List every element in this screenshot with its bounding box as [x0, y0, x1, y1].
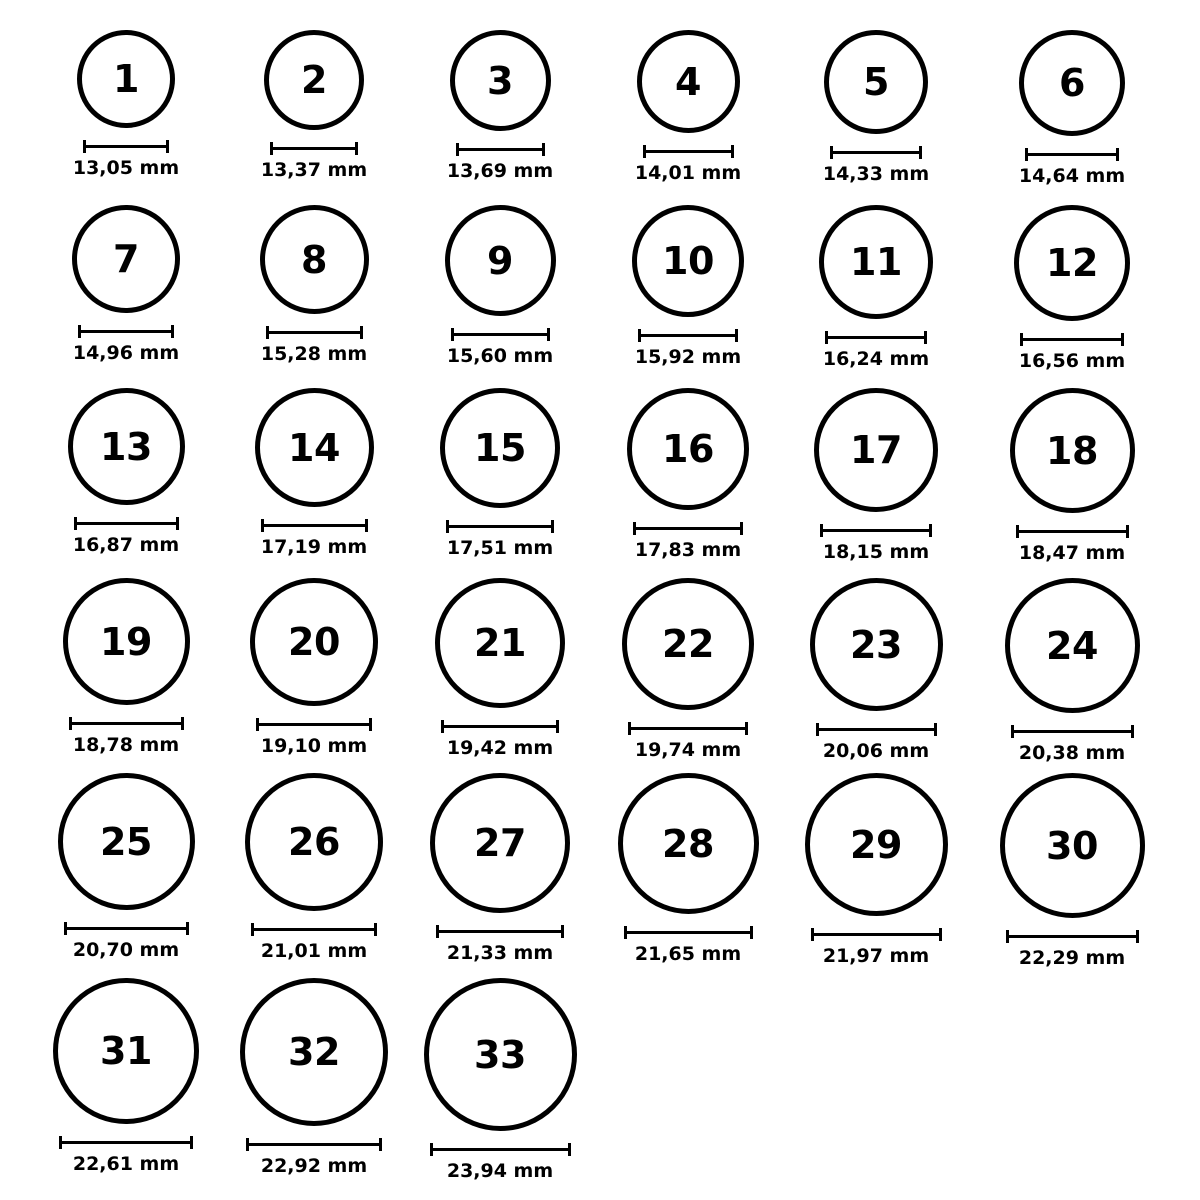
measure-line: [446, 525, 554, 528]
measure-cap-left: [246, 1138, 249, 1151]
ring-size-cell: [424, 978, 577, 1181]
ring-size-cell: [1000, 773, 1145, 968]
ring-circle: [805, 773, 948, 916]
measure-cap-left: [446, 520, 449, 533]
measure-cap-right: [929, 524, 932, 537]
diameter-label: 18,78 mm: [72, 734, 180, 756]
ring-size-cell: [440, 388, 560, 558]
diameter-measure-bar: [816, 723, 937, 735]
measure-line: [83, 145, 169, 148]
ring-size-number: 33: [474, 1032, 526, 1077]
measure-line: [246, 1143, 382, 1146]
ring-size-number: 28: [662, 821, 714, 866]
ring-size-cell: [435, 578, 565, 758]
measure-line: [456, 148, 545, 151]
measure-line: [59, 1141, 193, 1144]
diameter-label: 19,74 mm: [634, 739, 742, 761]
measure-cap-left: [1016, 525, 1019, 538]
ring-circle: [814, 388, 938, 512]
diameter-measure-bar: [74, 517, 179, 529]
diameter-label: 20,06 mm: [822, 740, 930, 762]
diameter-label: 21,33 mm: [446, 942, 554, 964]
ring-size-cell: [72, 30, 180, 179]
ring-circle: [1014, 205, 1130, 321]
diameter-label: 20,70 mm: [72, 939, 180, 961]
measure-cap-right: [556, 720, 559, 733]
ring-size-number: 3: [487, 58, 513, 103]
measure-line: [628, 727, 748, 730]
diameter-measure-bar: [446, 520, 554, 532]
ring-size-number: 21: [474, 621, 526, 665]
diameter-measure-bar: [825, 331, 927, 343]
diameter-measure-bar: [643, 145, 734, 157]
diameter-measure-bar: [436, 925, 564, 937]
diameter-measure-bar: [64, 922, 189, 934]
ring-size-cell: [805, 773, 948, 966]
diameter-label: 19,10 mm: [260, 735, 368, 757]
ring-size-number: 5: [863, 60, 889, 104]
measure-cap-right: [176, 517, 179, 530]
measure-cap-left: [256, 718, 259, 731]
diameter-label: 16,87 mm: [72, 534, 180, 556]
diameter-label: 21,97 mm: [822, 945, 930, 967]
ring-circle: [440, 388, 560, 508]
ring-size-cell: [255, 388, 374, 557]
diameter-measure-bar: [1011, 725, 1134, 737]
ring-size-number: 26: [288, 820, 340, 864]
diameter-label: 17,51 mm: [446, 537, 554, 559]
measure-cap-left: [820, 524, 823, 537]
measure-cap-right: [379, 1138, 382, 1151]
ring-size-number: 15: [474, 426, 526, 470]
ring-size-number: 20: [288, 620, 340, 664]
measure-line: [830, 151, 922, 154]
diameter-measure-bar: [59, 1136, 193, 1148]
diameter-measure-bar: [441, 720, 559, 732]
ring-size-cell: [430, 773, 570, 963]
measure-cap-right: [919, 146, 922, 159]
diameter-measure-bar: [633, 522, 743, 534]
ring-size-number: 4: [675, 59, 701, 104]
diameter-measure-bar: [78, 325, 174, 337]
measure-cap-right: [568, 1143, 571, 1156]
ring-circle: [618, 773, 759, 914]
ring-size-cell: [260, 30, 368, 181]
diameter-measure-bar: [456, 143, 545, 155]
diameter-label: 19,42 mm: [446, 737, 554, 759]
ring-circle: [637, 30, 740, 133]
ring-size-number: 23: [850, 622, 902, 667]
diameter-label: 15,28 mm: [260, 343, 368, 365]
ring-size-number: 31: [100, 1029, 152, 1073]
ring-size-number: 8: [301, 237, 327, 282]
diameter-label: 21,65 mm: [634, 943, 742, 965]
measure-line: [643, 150, 734, 153]
ring-size-number: 24: [1046, 623, 1098, 668]
ring-size-cell: [622, 578, 754, 760]
ring-size-number: 27: [474, 821, 526, 865]
ring-size-number: 10: [662, 239, 714, 283]
measure-cap-left: [638, 329, 641, 342]
measure-cap-right: [171, 325, 174, 338]
diameter-label: 14,96 mm: [72, 342, 180, 364]
ring-size-cell: [446, 30, 554, 182]
diameter-label: 18,47 mm: [1018, 542, 1126, 564]
measure-line: [270, 147, 358, 150]
diameter-measure-bar: [1020, 333, 1124, 345]
ring-size-cell: [245, 773, 383, 961]
ring-circle: [77, 30, 175, 128]
ring-size-cell: [58, 773, 195, 960]
ring-circle: [53, 978, 199, 1124]
ring-circle: [1000, 773, 1145, 918]
diameter-measure-bar: [1025, 148, 1119, 160]
measure-cap-right: [542, 143, 545, 156]
ring-circle: [1010, 388, 1135, 513]
ring-size-cell: [1019, 30, 1125, 186]
measure-line: [251, 928, 377, 931]
measure-line: [1016, 530, 1129, 533]
measure-line: [441, 725, 559, 728]
diameter-measure-bar: [638, 329, 738, 341]
ring-size-cell: [634, 30, 742, 184]
diameter-measure-bar: [270, 142, 358, 154]
ring-circle: [68, 388, 185, 505]
measure-cap-left: [59, 1136, 62, 1149]
measure-cap-left: [436, 925, 439, 938]
diameter-measure-bar: [266, 326, 363, 338]
ring-circle: [622, 578, 754, 710]
measure-line: [633, 527, 743, 530]
ring-size-number: 25: [100, 819, 152, 864]
diameter-measure-bar: [246, 1138, 382, 1150]
measure-line: [69, 722, 184, 725]
diameter-label: 13,37 mm: [260, 159, 368, 181]
measure-cap-right: [190, 1136, 193, 1149]
diameter-label: 23,94 mm: [446, 1160, 554, 1182]
measure-cap-right: [1121, 333, 1124, 346]
ring-circle: [435, 578, 565, 708]
ring-size-number: 18: [1046, 428, 1098, 473]
ring-size-number: 2: [301, 58, 327, 102]
ring-size-cell: [250, 578, 378, 756]
diameter-label: 14,64 mm: [1018, 165, 1126, 187]
ring-size-cell: [810, 578, 943, 761]
measure-line: [624, 931, 753, 934]
diameter-label: 14,01 mm: [634, 162, 742, 184]
measure-line: [816, 728, 937, 731]
ring-size-number: 6: [1059, 61, 1085, 105]
ring-size-number: 17: [850, 428, 902, 472]
ring-size-number: 32: [288, 1030, 340, 1074]
measure-cap-right: [547, 328, 550, 341]
ring-size-number: 16: [662, 427, 714, 471]
ring-size-cell: [814, 388, 938, 562]
measure-cap-left: [430, 1143, 433, 1156]
diameter-label: 22,29 mm: [1018, 947, 1126, 969]
measure-cap-left: [69, 717, 72, 730]
ring-size-cell: [627, 388, 749, 560]
measure-cap-right: [551, 520, 554, 533]
ring-circle: [245, 773, 383, 911]
measure-cap-left: [74, 517, 77, 530]
ring-circle: [445, 205, 556, 316]
measure-cap-left: [816, 723, 819, 736]
measure-line: [638, 334, 738, 337]
measure-cap-left: [266, 326, 269, 339]
measure-cap-right: [365, 519, 368, 532]
measure-cap-right: [186, 922, 189, 935]
measure-cap-right: [934, 723, 937, 736]
measure-cap-left: [64, 922, 67, 935]
ring-size-cell: [68, 388, 185, 555]
diameter-label: 13,69 mm: [446, 160, 554, 182]
ring-circle: [430, 773, 570, 913]
measure-cap-left: [78, 325, 81, 338]
measure-cap-right: [735, 329, 738, 342]
measure-cap-right: [740, 522, 743, 535]
ring-size-number: 12: [1046, 241, 1098, 285]
diameter-label: 21,01 mm: [260, 940, 368, 962]
measure-line: [436, 930, 564, 933]
measure-line: [1011, 730, 1134, 733]
measure-cap-right: [561, 925, 564, 938]
measure-line: [451, 333, 550, 336]
diameter-measure-bar: [69, 717, 184, 729]
measure-cap-right: [166, 140, 169, 153]
measure-cap-left: [811, 928, 814, 941]
measure-line: [256, 723, 372, 726]
measure-cap-left: [456, 143, 459, 156]
measure-cap-left: [251, 923, 254, 936]
measure-cap-right: [924, 331, 927, 344]
measure-cap-left: [624, 926, 627, 939]
ring-size-number: 22: [662, 622, 714, 666]
ring-circle: [264, 30, 364, 130]
measure-cap-left: [83, 140, 86, 153]
ring-circle: [819, 205, 933, 319]
diameter-measure-bar: [811, 928, 942, 940]
measure-line: [825, 336, 927, 339]
ring-circle: [260, 205, 369, 314]
diameter-measure-bar: [830, 146, 922, 158]
measure-cap-left: [270, 142, 273, 155]
ring-size-number: 11: [850, 240, 902, 284]
measure-line: [74, 522, 179, 525]
diameter-label: 13,05 mm: [72, 157, 180, 179]
measure-cap-left: [1025, 148, 1028, 161]
diameter-measure-bar: [624, 926, 753, 938]
measure-cap-left: [451, 328, 454, 341]
diameter-label: 16,24 mm: [822, 348, 930, 370]
ring-size-cell: [445, 205, 556, 366]
measure-cap-right: [1116, 148, 1119, 161]
measure-line: [266, 331, 363, 334]
diameter-label: 22,61 mm: [72, 1153, 180, 1175]
ring-circle: [1005, 578, 1140, 713]
measure-cap-right: [939, 928, 942, 941]
ring-size-cell: [260, 205, 369, 364]
measure-cap-left: [633, 522, 636, 535]
ring-circle: [810, 578, 943, 711]
ring-size-cell: [632, 205, 744, 367]
ring-size-number: 9: [487, 238, 513, 283]
ring-circle: [240, 978, 388, 1126]
ring-size-cell: [618, 773, 759, 964]
ring-circle: [1019, 30, 1125, 136]
ring-size-number: 13: [100, 424, 152, 469]
measure-cap-left: [441, 720, 444, 733]
measure-cap-right: [1136, 930, 1139, 943]
ring-size-number: 7: [113, 237, 139, 281]
diameter-label: 14,33 mm: [822, 163, 930, 185]
ring-circle: [63, 578, 190, 705]
measure-line: [820, 529, 932, 532]
diameter-label: 15,92 mm: [634, 346, 742, 368]
measure-line: [811, 933, 942, 936]
ring-size-cell: [240, 978, 388, 1176]
measure-cap-left: [628, 722, 631, 735]
ring-size-cell: [1010, 388, 1135, 563]
measure-cap-left: [1006, 930, 1009, 943]
diameter-measure-bar: [261, 519, 368, 531]
ring-circle: [250, 578, 378, 706]
measure-cap-right: [355, 142, 358, 155]
ring-size-cell: [63, 578, 190, 755]
ring-size-number: 14: [288, 425, 340, 470]
diameter-measure-bar: [451, 328, 550, 340]
ring-circle: [450, 30, 551, 131]
ring-size-number: 29: [850, 822, 902, 867]
ring-circle: [424, 978, 577, 1131]
measure-line: [1020, 338, 1124, 341]
ring-size-cell: [72, 205, 180, 363]
diameter-measure-bar: [1006, 930, 1139, 942]
diameter-label: 17,19 mm: [260, 536, 368, 558]
measure-cap-right: [1131, 725, 1134, 738]
measure-cap-right: [731, 145, 734, 158]
ring-size-number: 19: [100, 619, 152, 664]
diameter-label: 22,92 mm: [260, 1155, 368, 1177]
measure-line: [261, 524, 368, 527]
measure-cap-right: [750, 926, 753, 939]
ring-circle: [58, 773, 195, 910]
measure-line: [430, 1148, 571, 1151]
ring-size-number: 30: [1046, 823, 1098, 868]
diameter-label: 15,60 mm: [446, 345, 554, 367]
measure-cap-left: [643, 145, 646, 158]
measure-cap-right: [369, 718, 372, 731]
diameter-measure-bar: [251, 923, 377, 935]
measure-line: [78, 330, 174, 333]
ring-size-number: 1: [113, 57, 139, 101]
measure-line: [1006, 935, 1139, 938]
ring-circle: [72, 205, 180, 313]
measure-cap-right: [360, 326, 363, 339]
measure-cap-left: [1020, 333, 1023, 346]
measure-cap-left: [1011, 725, 1014, 738]
diameter-measure-bar: [430, 1143, 571, 1155]
ring-size-cell: [1005, 578, 1140, 763]
ring-size-cell: [1014, 205, 1130, 371]
ring-circle: [255, 388, 374, 507]
measure-cap-left: [261, 519, 264, 532]
ring-size-cell: [819, 205, 933, 369]
diameter-measure-bar: [83, 140, 169, 152]
ring-circle: [824, 30, 928, 134]
measure-line: [64, 927, 189, 930]
ring-circle: [627, 388, 749, 510]
ring-size-cell: [824, 30, 928, 184]
measure-cap-left: [830, 146, 833, 159]
measure-cap-right: [374, 923, 377, 936]
measure-cap-right: [181, 717, 184, 730]
measure-cap-right: [745, 722, 748, 735]
diameter-measure-bar: [820, 524, 932, 536]
ring-circle: [632, 205, 744, 317]
diameter-measure-bar: [628, 722, 748, 734]
diameter-label: 17,83 mm: [634, 539, 742, 561]
diameter-label: 20,38 mm: [1018, 742, 1126, 764]
measure-cap-right: [1126, 525, 1129, 538]
diameter-label: 18,15 mm: [822, 541, 930, 563]
ring-size-cell: [53, 978, 199, 1174]
diameter-measure-bar: [256, 718, 372, 730]
diameter-label: 16,56 mm: [1018, 350, 1126, 372]
measure-cap-left: [825, 331, 828, 344]
measure-line: [1025, 153, 1119, 156]
diameter-measure-bar: [1016, 525, 1129, 537]
